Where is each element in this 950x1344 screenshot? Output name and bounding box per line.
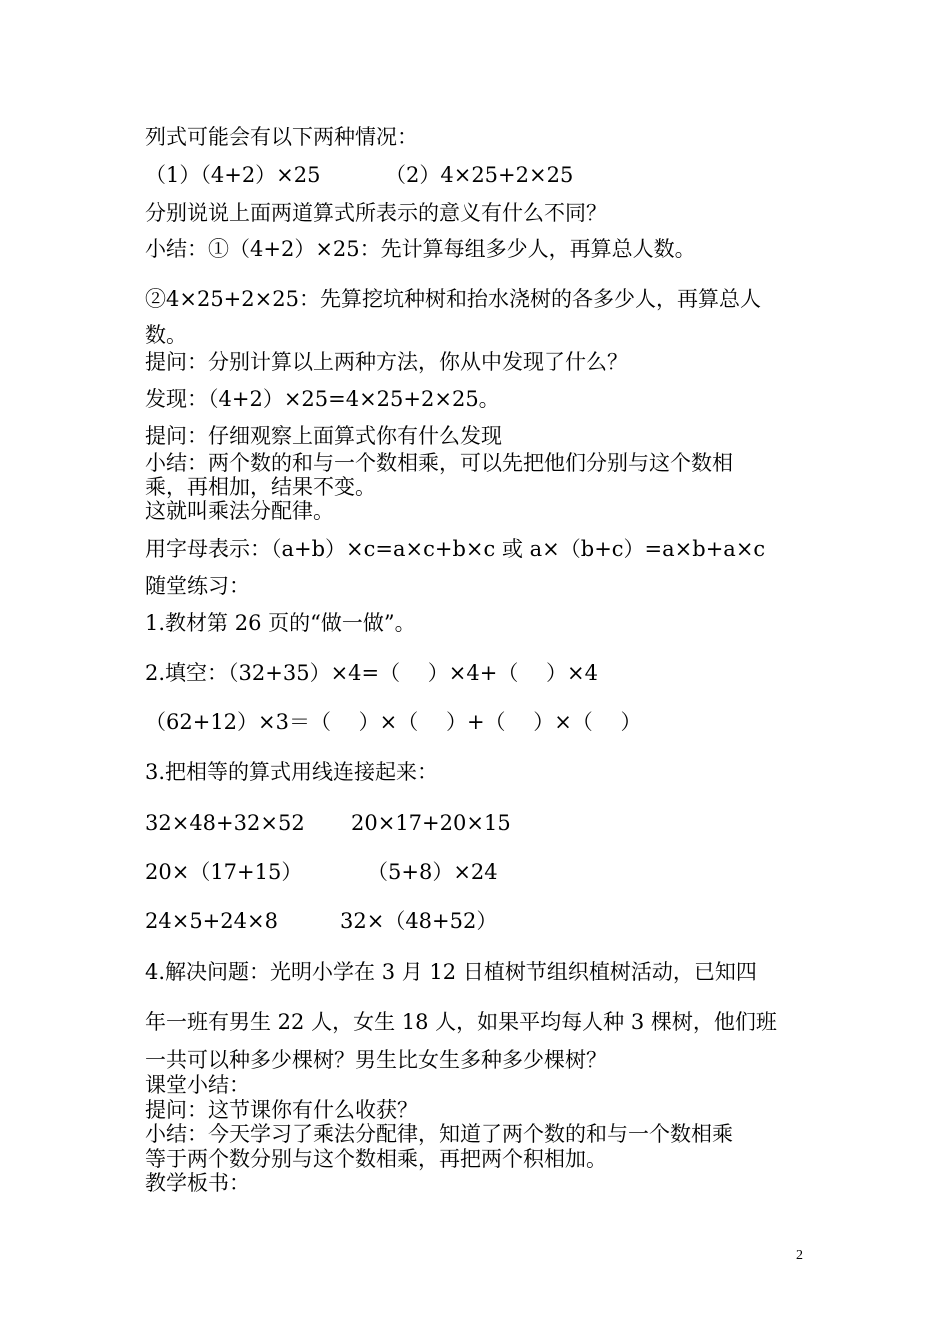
section-heading: 随堂练习： xyxy=(145,574,250,598)
text-line: 等于两个数分别与这个数相乘，再把两个积相加。 xyxy=(145,1147,607,1171)
section-heading: 教学板书： xyxy=(145,1171,250,1195)
text-line: 数。 xyxy=(145,323,187,347)
text-line: 列式可能会有以下两种情况： xyxy=(145,125,418,149)
question-line: 提问：仔细观察上面算式你有什么发现 xyxy=(145,424,502,448)
match-left: 24×5+24×8 xyxy=(145,909,278,933)
case-1: （1）（4+2）×25 xyxy=(145,163,321,187)
formula-line: 用字母表示：（a+b）×c=a×c+b×c 或 a×（b+c）=a×b+a×c xyxy=(145,537,766,561)
exercise-1: 1.教材第 26 页的“做一做”。 xyxy=(145,611,416,635)
match-left: 20×（17+15） xyxy=(145,860,303,884)
question-line: 提问：分别计算以上两种方法，你从中发现了什么？ xyxy=(145,350,628,374)
exercise-2: 2.填空：（32+35）×4=（ ）×4+（ ）×4 xyxy=(145,661,598,685)
question-line: 提问：这节课你有什么收获？ xyxy=(145,1098,418,1122)
match-right: 32×（48+52） xyxy=(340,909,498,933)
text-line: ②4×25+2×25：先算挖坑种树和抬水浇树的各多少人，再算总人 xyxy=(145,287,761,311)
match-right: （5+8）×24 xyxy=(367,860,498,884)
case-2: （2）4×25+2×25 xyxy=(385,163,574,187)
case-line xyxy=(145,163,574,187)
section-heading: 课堂小结： xyxy=(145,1073,250,1097)
match-right: 20×17+20×15 xyxy=(351,811,511,835)
match-left: 32×48+32×52 xyxy=(145,811,305,835)
match-row xyxy=(145,860,498,884)
page-number: 2 xyxy=(796,1248,803,1263)
exercise-3: 3.把相等的算式用线连接起来： xyxy=(145,760,439,784)
summary-line: 小结：两个数的和与一个数相乘，可以先把他们分别与这个数相 xyxy=(145,451,733,475)
discovery-line: 发现：（4+2）×25=4×25+2×25。 xyxy=(145,387,500,411)
summary-line: 小结：①（4+2）×25：先计算每组多少人，再算总人数。 xyxy=(145,237,696,261)
summary-line: 小结：今天学习了乘法分配律，知道了两个数的和与一个数相乘 xyxy=(145,1122,733,1146)
text-line: 分别说说上面两道算式所表示的意义有什么不同？ xyxy=(145,201,607,225)
text-line: 乘，再相加，结果不变。 xyxy=(145,475,376,499)
exercise-2-sub: （62+12）×3＝（ ）×（ ）+（ ）×（ ） xyxy=(145,710,642,734)
text-line: 这就叫乘法分配律。 xyxy=(145,499,334,523)
exercise-4: 4.解决问题：光明小学在 3 月 12 日植树节组织植树活动，已知四 xyxy=(145,960,757,984)
match-row xyxy=(145,811,511,835)
text-line: 一共可以种多少棵树？男生比女生多种多少棵树？ xyxy=(145,1048,607,1072)
text-line: 年一班有男生 22 人，女生 18 人，如果平均每人种 3 棵树，他们班 xyxy=(145,1010,777,1034)
match-row xyxy=(145,909,498,933)
